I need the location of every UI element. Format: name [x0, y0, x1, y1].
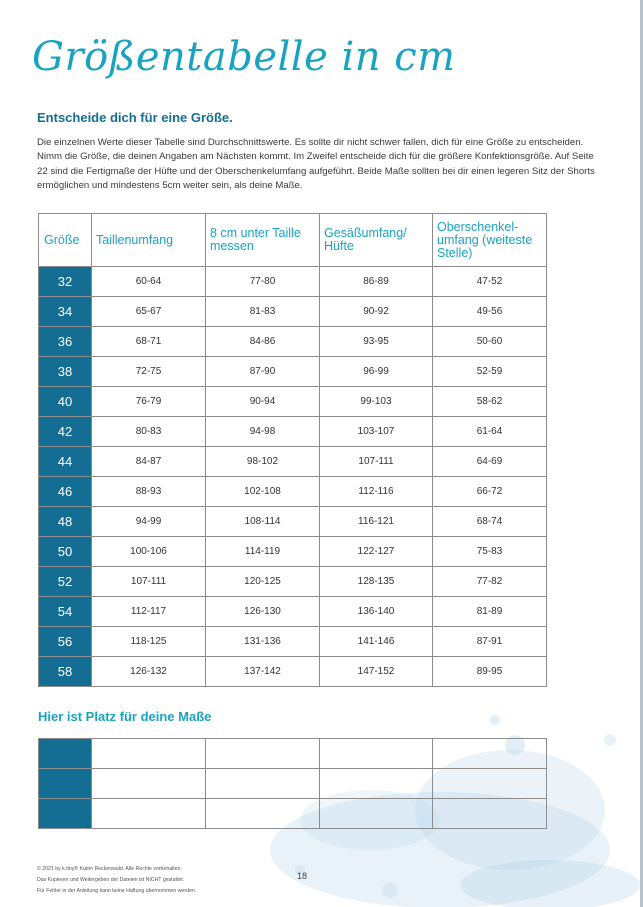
value-cell: 84-86	[206, 327, 320, 357]
table-row	[39, 327, 547, 357]
measure-size-cell[interactable]	[39, 739, 92, 769]
measure-cell[interactable]	[92, 799, 206, 829]
value-cell: 72-75	[92, 357, 206, 387]
value-cell: 80-83	[92, 417, 206, 447]
table-row	[39, 297, 547, 327]
measure-cell[interactable]	[206, 739, 320, 769]
size-cell: 52	[39, 567, 92, 597]
value-cell: 90-94	[206, 387, 320, 417]
footer-line: © 2021 by k.tiny® Katrin Reckenwald. Alle Rechte vorbehalten.	[37, 866, 182, 872]
measure-cell[interactable]	[320, 739, 433, 769]
value-cell: 94-98	[206, 417, 320, 447]
measure-cell[interactable]	[433, 799, 547, 829]
value-cell: 96-99	[320, 357, 433, 387]
value-cell: 66-72	[433, 477, 547, 507]
value-cell: 136-140	[320, 597, 433, 627]
value-cell: 128-135	[320, 567, 433, 597]
measure-cell[interactable]	[206, 769, 320, 799]
size-cell: 58	[39, 657, 92, 687]
value-cell: 120-125	[206, 567, 320, 597]
size-cell: 42	[39, 417, 92, 447]
value-cell: 98-102	[206, 447, 320, 477]
table-row	[39, 597, 547, 627]
value-cell: 60-64	[92, 267, 206, 297]
table-row	[39, 267, 547, 297]
value-cell: 112-117	[92, 597, 206, 627]
measure-cell[interactable]	[206, 799, 320, 829]
measurements-table	[38, 738, 547, 829]
measure-cell[interactable]	[320, 799, 433, 829]
value-cell: 100-106	[92, 537, 206, 567]
value-cell: 118-125	[92, 627, 206, 657]
measure-row	[39, 769, 547, 799]
value-cell: 64-69	[433, 447, 547, 477]
value-cell: 81-83	[206, 297, 320, 327]
value-cell: 75-83	[433, 537, 547, 567]
measure-cell[interactable]	[92, 739, 206, 769]
table-row	[39, 387, 547, 417]
table-row	[39, 507, 547, 537]
value-cell: 77-80	[206, 267, 320, 297]
value-cell: 49-56	[433, 297, 547, 327]
value-cell: 61-64	[433, 417, 547, 447]
header-thigh: Oberschenkel-umfang (weiteste Stelle)	[433, 214, 547, 267]
value-cell: 65-67	[92, 297, 206, 327]
value-cell: 122-127	[320, 537, 433, 567]
value-cell: 50-60	[433, 327, 547, 357]
size-cell: 56	[39, 627, 92, 657]
value-cell: 137-142	[206, 657, 320, 687]
table-header-row	[39, 214, 547, 267]
size-cell: 38	[39, 357, 92, 387]
value-cell: 87-91	[433, 627, 547, 657]
measure-cell[interactable]	[92, 769, 206, 799]
section-heading: Entscheide dich für eine Größe.	[37, 110, 233, 125]
table-row	[39, 627, 547, 657]
header-below-waist: 8 cm unter Taille messen	[206, 214, 320, 267]
size-cell: 32	[39, 267, 92, 297]
measure-cell[interactable]	[433, 769, 547, 799]
measure-row	[39, 799, 547, 829]
value-cell: 102-108	[206, 477, 320, 507]
measure-cell[interactable]	[320, 769, 433, 799]
size-cell: 50	[39, 537, 92, 567]
size-cell: 48	[39, 507, 92, 537]
header-size: Größe	[39, 214, 92, 267]
value-cell: 52-59	[433, 357, 547, 387]
value-cell: 76-79	[92, 387, 206, 417]
table-row	[39, 357, 547, 387]
table-row	[39, 567, 547, 597]
value-cell: 47-52	[433, 267, 547, 297]
value-cell: 68-71	[92, 327, 206, 357]
value-cell: 93-95	[320, 327, 433, 357]
size-cell: 34	[39, 297, 92, 327]
table-row	[39, 657, 547, 687]
value-cell: 94-99	[92, 507, 206, 537]
value-cell: 116-121	[320, 507, 433, 537]
size-cell: 36	[39, 327, 92, 357]
table-row	[39, 477, 547, 507]
value-cell: 107-111	[92, 567, 206, 597]
value-cell: 108-114	[206, 507, 320, 537]
page-title: Größentabelle in cm	[32, 34, 456, 80]
value-cell: 89-95	[433, 657, 547, 687]
intro-paragraph: Die einzelnen Werte dieser Tabelle sind Durchschnittswerte. Es sollte dir nicht schwer fallen, dich für eine Größe zu entscheiden. Nimm die Größe, die deinen Angaben am Nächsten kommt. Im Zweifel entscheide dich für die größere Konfektionsgröße. Auf Seite 22 sind die Fertigmaße der Hüfte und der Oberschenkelumfang aufgeführt. Beide Maße sollten bei dir einen legeren Sitz der Shorts ermöglichen und mindestens 5cm weiter sein, als deine Maße.	[37, 137, 595, 192]
table-row	[39, 537, 547, 567]
value-cell: 114-119	[206, 537, 320, 567]
measure-size-cell[interactable]	[39, 799, 92, 829]
value-cell: 86-89	[320, 267, 433, 297]
value-cell: 84-87	[92, 447, 206, 477]
value-cell: 81-89	[433, 597, 547, 627]
value-cell: 112-116	[320, 477, 433, 507]
header-waist: Taillenumfang	[92, 214, 206, 267]
size-cell: 40	[39, 387, 92, 417]
value-cell: 88-93	[92, 477, 206, 507]
value-cell: 147-152	[320, 657, 433, 687]
value-cell: 126-132	[92, 657, 206, 687]
measure-size-cell[interactable]	[39, 769, 92, 799]
value-cell: 87-90	[206, 357, 320, 387]
footer-line: Das Kopieren und Weitergeben der Dateien ist NICHT gestattet.	[37, 877, 185, 883]
table-row	[39, 417, 547, 447]
value-cell: 126-130	[206, 597, 320, 627]
table-row	[39, 447, 547, 477]
measure-cell[interactable]	[433, 739, 547, 769]
value-cell: 103-107	[320, 417, 433, 447]
size-cell: 46	[39, 477, 92, 507]
value-cell: 107-111	[320, 447, 433, 477]
size-table	[38, 213, 547, 687]
value-cell: 77-82	[433, 567, 547, 597]
value-cell: 131-136	[206, 627, 320, 657]
value-cell: 90-92	[320, 297, 433, 327]
size-cell: 44	[39, 447, 92, 477]
value-cell: 141-146	[320, 627, 433, 657]
copyright-footer	[37, 864, 196, 897]
value-cell: 99-103	[320, 387, 433, 417]
measurements-heading: Hier ist Platz für deine Maße	[38, 709, 212, 724]
value-cell: 58-62	[433, 387, 547, 417]
header-hip: Gesäßumfang/ Hüfte	[320, 214, 433, 267]
measure-row	[39, 739, 547, 769]
page-number: 18	[297, 871, 308, 881]
size-cell: 54	[39, 597, 92, 627]
footer-line: Für Fehler in der Anleitung kann keine Haftung übernommen werden.	[37, 888, 197, 894]
value-cell: 68-74	[433, 507, 547, 537]
